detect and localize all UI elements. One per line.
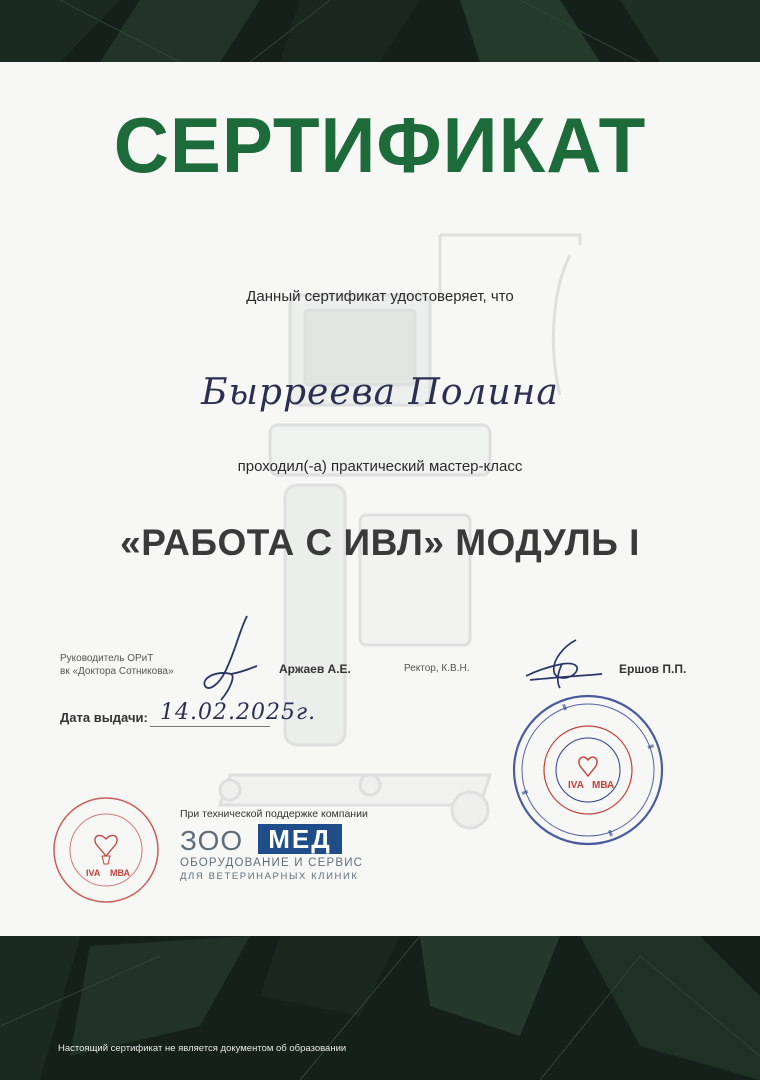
sponsor-brand-left: ЗОО — [180, 825, 244, 856]
left-role-line-1: Руководитель ОРиТ — [60, 653, 154, 664]
footer-disclaimer: Настоящий сертификат не является документом об образовании — [58, 1043, 347, 1054]
bottom-decorative-band — [0, 936, 760, 1080]
academy-logo — [50, 794, 162, 906]
bottom-band-pattern — [0, 936, 760, 1080]
issue-date-label: Дата выдачи: — [60, 710, 148, 725]
sponsor-tagline-2: ДЛЯ ВЕТЕРИНАРНЫХ КЛИНИК — [180, 871, 359, 882]
left-signature-mark — [195, 612, 270, 707]
course-title: «РАБОТА С ИВЛ» МОДУЛЬ I — [120, 522, 640, 563]
left-signatory-role — [60, 652, 190, 678]
logo-abbr-right: МВА — [110, 868, 131, 878]
logo-abbr-left: IVA — [86, 868, 101, 878]
issue-date-underline — [150, 726, 270, 727]
certificate-title: СЕРТИФИКАТ — [113, 101, 647, 189]
top-decorative-band — [0, 0, 760, 62]
right-signatory-role: Ректор, К.В.Н. — [404, 663, 470, 674]
recipient-name: Бырреева Полина — [201, 372, 559, 413]
right-signature-mark — [518, 636, 608, 691]
sponsor-tagline-1: ОБОРУДОВАНИЕ И СЕРВИС — [180, 857, 364, 869]
issue-date-value: 14.02.2025г. — [160, 700, 317, 725]
left-signatory-name: Аржаев А.Е. — [279, 662, 351, 676]
top-band-pattern — [0, 0, 760, 62]
left-role-line-2: вк «Доктора Сотникова» — [60, 666, 174, 677]
sponsor-brand-right: МЕД — [258, 824, 342, 854]
seal-abbr-left: IVA — [568, 780, 584, 791]
right-signatory-name: Ершов П.П. — [619, 662, 687, 676]
attended-text: проходил(-а) практический мастер-класс — [237, 458, 523, 475]
seal-abbr-right: МВА — [592, 780, 615, 791]
sponsor-label: При технической поддержке компании — [180, 808, 368, 820]
certificate-intro: Данный сертификат удостоверяет, что — [246, 288, 514, 305]
official-stamp-seal — [510, 692, 666, 848]
